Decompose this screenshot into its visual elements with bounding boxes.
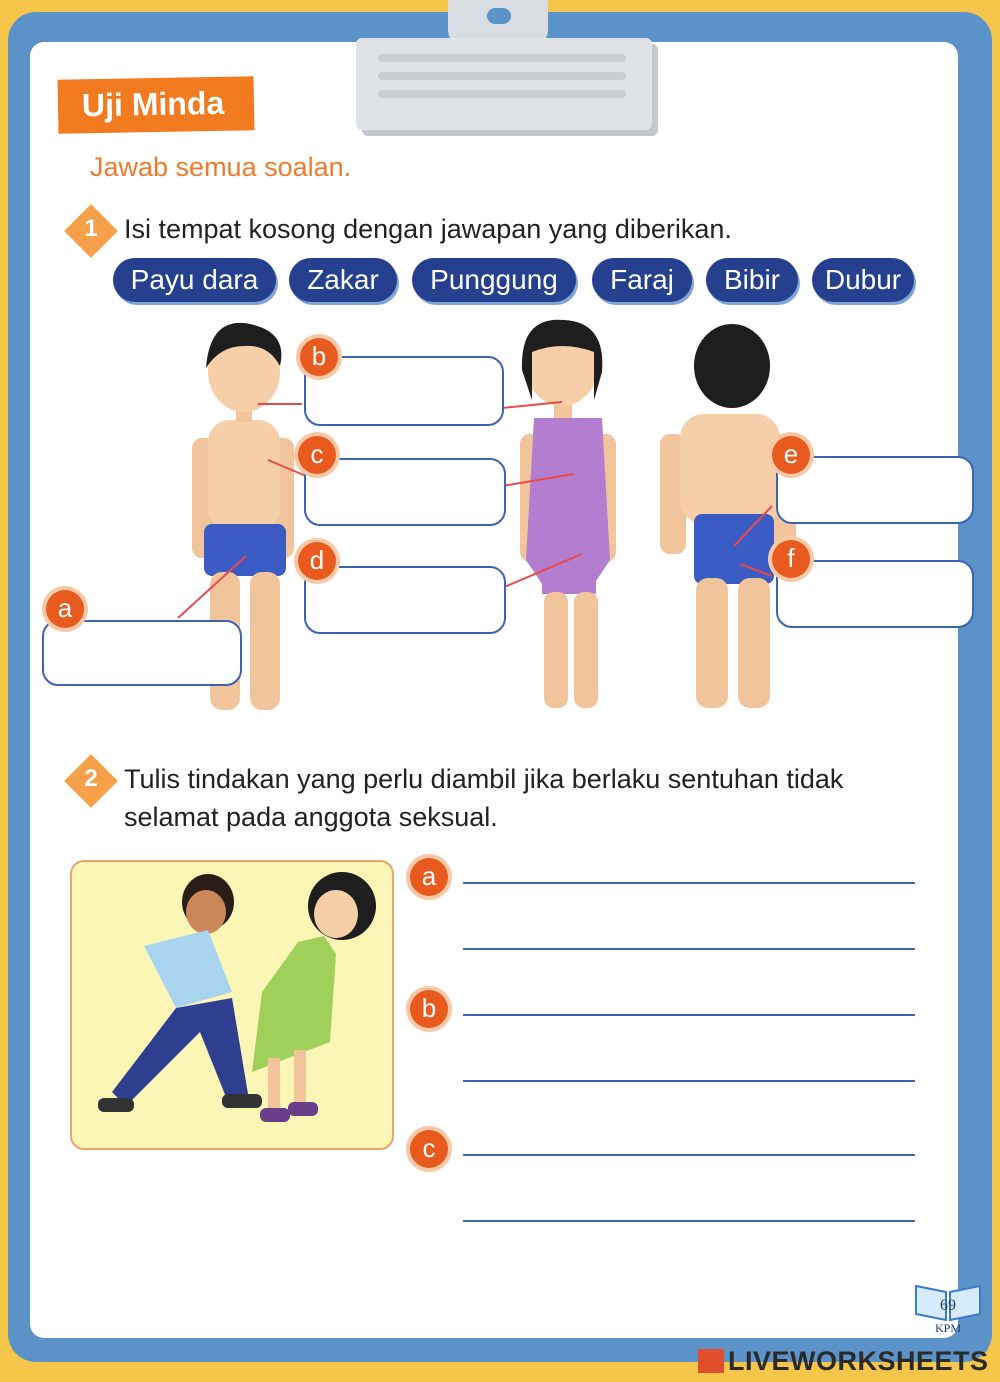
choice-chip[interactable]: Zakar [289,258,397,302]
label-f: f [772,540,810,578]
answer-line-b1[interactable] [463,1014,915,1016]
answer-line-a2[interactable] [463,948,915,950]
section-badge: Uji Minda [58,76,255,133]
boy-back-figure [660,324,796,708]
clip-stripe [378,90,626,98]
answer-box-d[interactable] [304,566,506,634]
clip-stripe [378,72,626,80]
answer-line-c2[interactable] [463,1220,915,1222]
q2-label-c: c [410,1130,448,1168]
girl-front-figure [520,320,616,708]
label-e: e [772,436,810,474]
question-1-number: 1 [84,215,98,242]
clip-stripe [378,54,626,62]
question-2-number: 2 [84,765,98,792]
choice-chip[interactable]: Dubur [812,258,914,302]
choice-chip[interactable]: Bibir [706,258,798,302]
page-number-badge [912,1276,984,1336]
publisher-mark: KPM [934,1321,962,1335]
answer-line-a1[interactable] [463,882,915,884]
label-d: d [298,542,336,580]
scene-drawing [72,862,392,1148]
book-icon [912,1276,984,1336]
liveworksheets-logo-icon [698,1349,724,1373]
label-c: c [298,436,336,474]
unsafe-touch-illustration [70,860,394,1150]
watermark [698,1346,989,1377]
question-1-text: Isi tempat kosong dengan jawapan yang diberikan. [124,214,732,244]
watermark-text: LIVEWORKSHEETS [728,1346,989,1376]
question-2-line-1: Tulis tindakan yang perlu diambil jika berlaku sentuhan tidak [124,764,844,794]
question-2-line-2: selamat pada anggota seksual. [124,802,498,832]
answer-line-b2[interactable] [463,1080,915,1082]
clipboard-clip [356,38,652,130]
answer-line-c1[interactable] [463,1154,915,1156]
answer-box-a[interactable] [42,620,242,686]
instruction-text: Jawab semua soalan. [90,152,352,182]
q2-label-b: b [410,990,448,1028]
choice-chip[interactable]: Payu dara [113,258,276,302]
answer-box-c[interactable] [304,458,506,526]
page-number: 69 [940,1297,956,1314]
label-a: a [46,590,84,628]
label-b: b [300,338,338,376]
clip-hole [487,8,511,24]
choice-chip[interactable]: Faraj [592,258,692,302]
choice-chip[interactable]: Punggung [412,258,576,302]
q2-label-a: a [410,858,448,896]
